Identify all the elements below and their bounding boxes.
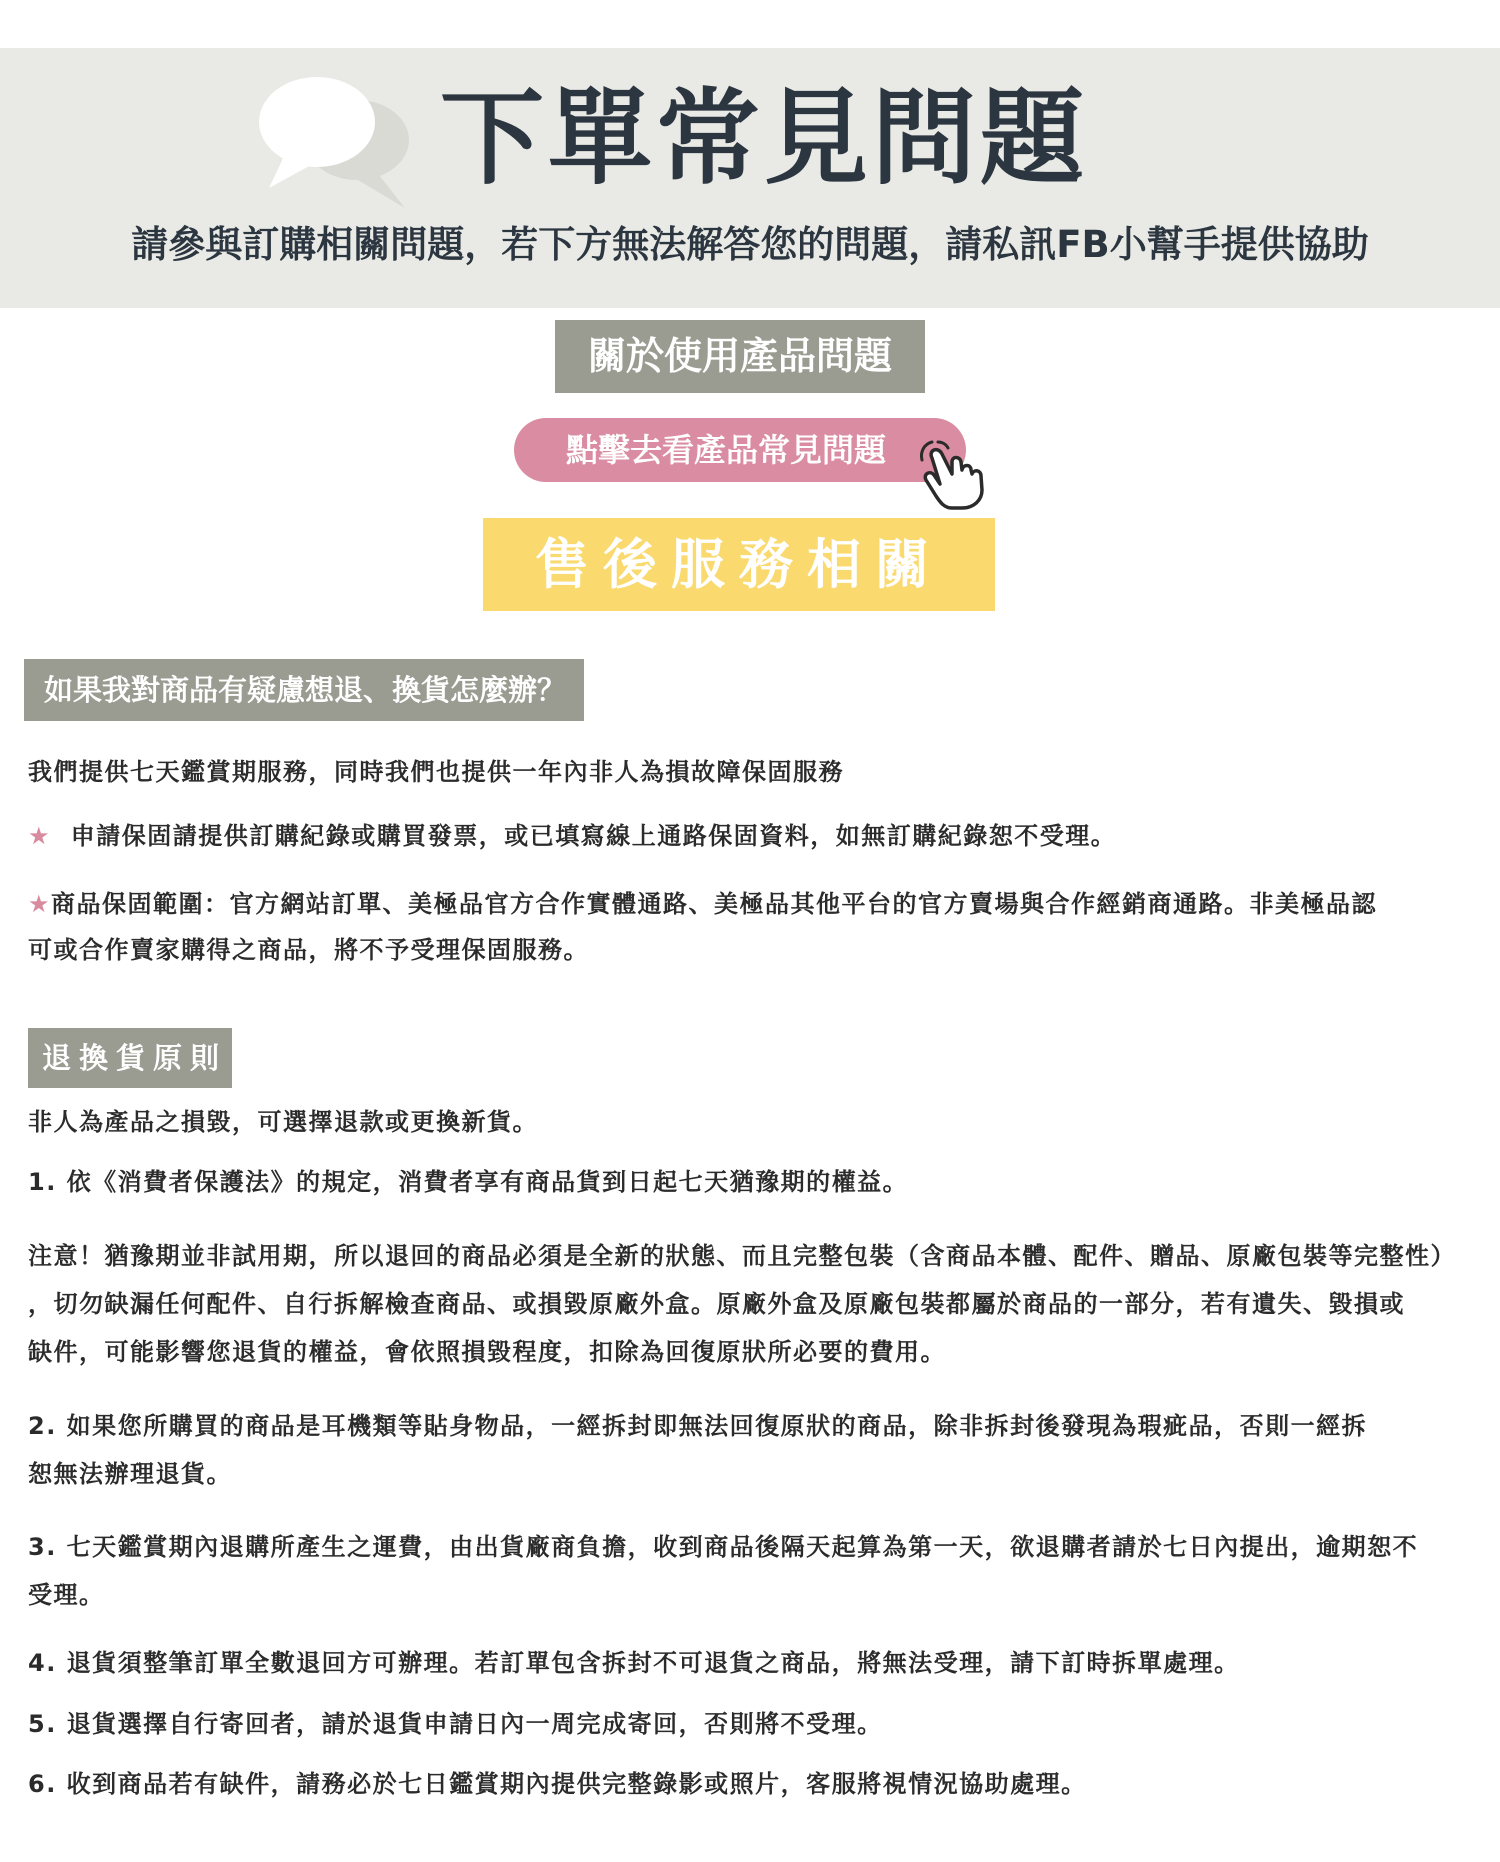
return-rule-4: 4. 退貨須整筆訂單全數退回方可辦理。若訂單包含拆封不可退貨之商品，將無法受理，請下訂時拆單處理。: [28, 1649, 1240, 1677]
return-rule-3-line2: 受理。: [28, 1581, 105, 1609]
warranty-note-1: [28, 812, 1478, 860]
warranty-note-2-text: 商品保固範圍：官方網站訂單、美極品官方合作實體通路、美極品其他平台的官方賣場與合作經銷商通路。非美極品認: [51, 890, 1378, 918]
star-icon: ★: [28, 890, 52, 918]
speech-bubbles-icon: [255, 70, 415, 210]
page-subtitle: 請參與訂購相關問題，若下方無法解答您的問題，請私訊FB小幫手提供協助: [131, 223, 1369, 266]
return-rule-5: 5. 退貨選擇自行寄回者，請於退貨申請日內一周完成寄回，否則將不受理。: [28, 1710, 883, 1738]
warranty-note-1-text: 申請保固請提供訂購紀錄或購買發票，或已填寫線上通路保固資料，如無訂購紀錄恕不受理。: [70, 822, 1117, 850]
warranty-note-2: [28, 880, 1478, 928]
return-rule-1: 1. 依《消費者保護法》的規定，消費者享有商品貨到日起七天猶豫期的權益。: [28, 1168, 909, 1196]
return-rule-3-line1: 3. 七天鑑賞期內退購所產生之運費，由出貨廠商負擔，收到商品後隔天起算為第一天，欲退購者請於七日內提出，逾期恕不: [28, 1533, 1419, 1561]
return-rule-2-line2: 恕無法辦理退貨。: [28, 1460, 232, 1488]
return-policy-heading: 退換貨原則: [28, 1028, 232, 1088]
pointing-hand-icon: [918, 440, 996, 510]
returns-intro: 我們提供七天鑑賞期服務，同時我們也提供一年內非人為損故障保固服務: [28, 758, 844, 786]
page-title: 下單常見問題: [440, 77, 1089, 199]
return-notice-line1: 注意！猶豫期並非試用期，所以退回的商品必須是全新的狀態、而且完整包裝（含商品本體、配件、贈品、原廠包裝等完整性）: [28, 1242, 1456, 1270]
returns-question-heading: 如果我對商品有疑慮想退、換貨怎麼辦？: [24, 659, 584, 721]
product-faq-button[interactable]: 點擊去看產品常見問題: [514, 418, 966, 482]
star-icon: ★: [28, 822, 52, 850]
product-usage-label: 關於使用產品問題: [555, 320, 925, 393]
return-rule-2-line1: 2. 如果您所購買的商品是耳機類等貼身物品，一經拆封即無法回復原狀的商品，除非拆封後發現為瑕疵品，否則一經拆: [28, 1412, 1368, 1440]
return-notice-line3: 缺件，可能影響您退貨的權益，會依照損毀程度，扣除為回復原狀所必要的費用。: [28, 1338, 946, 1366]
warranty-note-2-line2: 可或合作賣家購得之商品，將不予受理保固服務。: [28, 936, 589, 964]
after-sales-heading: 售後服務相關: [483, 518, 995, 611]
return-policy-intro: 非人為產品之損毀，可選擇退款或更換新貨。: [28, 1108, 538, 1136]
return-notice-line2: ，切勿缺漏任何配件、自行拆解檢查商品、或損毀原廠外盒。原廠外盒及原廠包裝都屬於商品的一部分，若有遺失、毀損或: [28, 1290, 1405, 1318]
return-rule-6: 6. 收到商品若有缺件，請務必於七日鑑賞期內提供完整錄影或照片，客服將視情況協助處理。: [28, 1770, 1087, 1798]
